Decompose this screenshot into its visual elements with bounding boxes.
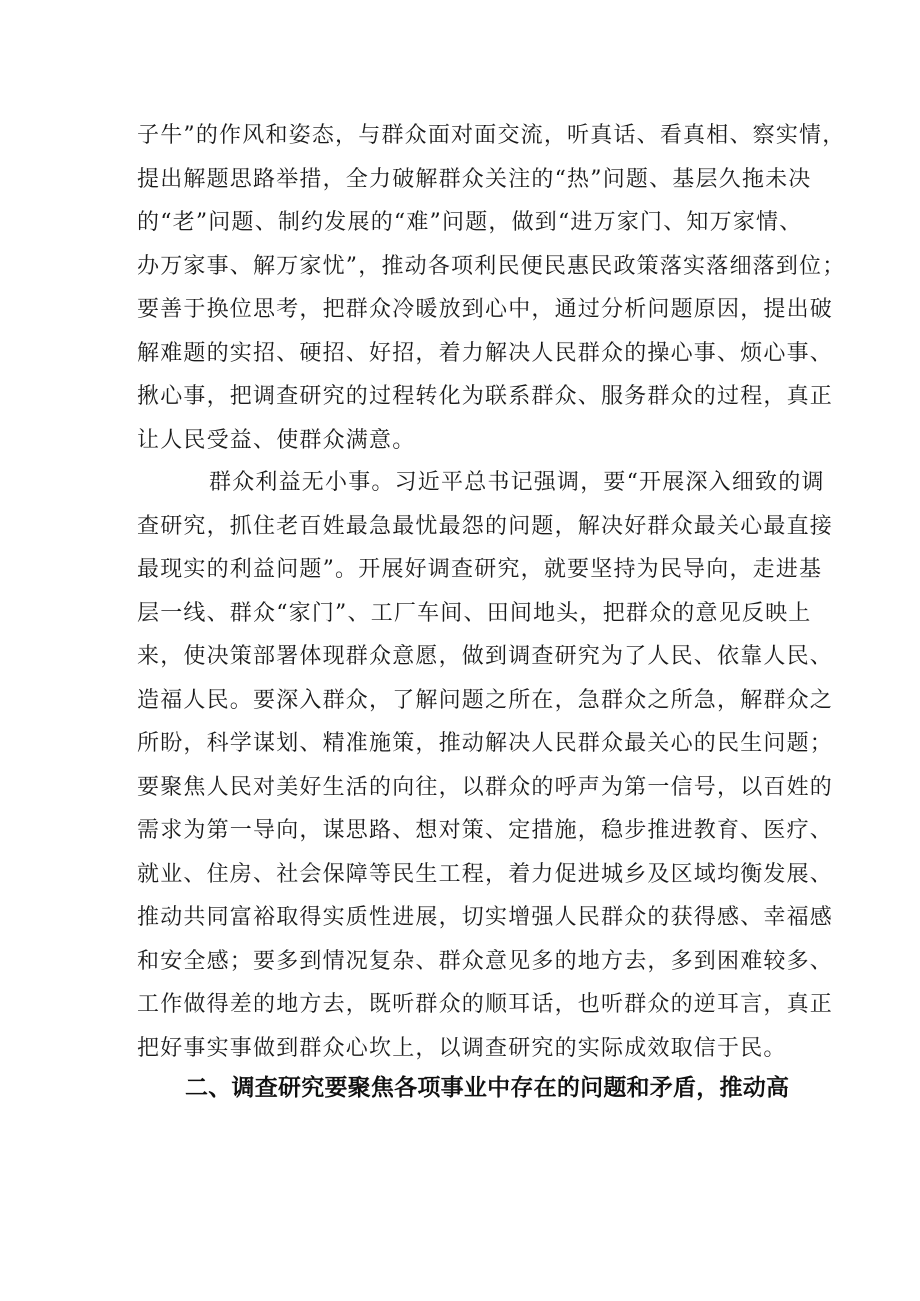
paragraph-line: 子牛”的作风和姿态，与群众面对面交流，听真话、看真相、察实情，	[137, 123, 846, 148]
section-heading: 二、调查研究要聚焦各项事业中存在的问题和矛盾，推动高	[185, 1075, 789, 1101]
paragraph-line: 需求为第一导向，谋思路、想对策、定措施，稳步推进教育、医疗、	[137, 818, 834, 843]
paragraph-line: 群众利益无小事。习近平总书记强调，要“开展深入细致的调	[209, 470, 825, 495]
paragraph-line: 就业、住房、社会保障等民生工程，着力促进城乡及区域均衡发展、	[137, 861, 834, 887]
paragraph-line: 把好事实事做到群众心坎上，以调查研究的实际成效取信于民。	[137, 1035, 787, 1061]
paragraph-line: 查研究，抓住老百姓最急最忧最怨的问题，解决好群众最关心最直接	[137, 513, 834, 539]
paragraph-line: 最现实的利益问题”。开展好调查研究，就要坚持为民导向，走进基	[137, 557, 823, 582]
paragraph-line: 解难题的实招、硬招、好招，着力解决人民群众的操心事、烦心事、	[137, 340, 834, 366]
paragraph-line: 层一线、群众“家门”、工厂车间、田间地头，把群众的意见反映上	[137, 600, 812, 626]
paragraph-line: 工作做得差的地方去，既听群众的顺耳话，也听群众的逆耳言，真正	[137, 992, 834, 1017]
paragraph-line: 和安全感；要多到情况复杂、群众意见多的地方去，多到困难较多、	[137, 948, 834, 974]
paragraph-line: 来，使决策部署体现群众意愿，做到调查研究为了人民、依靠人民、	[137, 644, 834, 669]
paragraph-line: 所盼，科学谋划、精准施策，推动解决人民群众最关心的民生问题；	[137, 731, 834, 756]
paragraph-line: 造福人民。要深入群众，了解问题之所在，急群众之所急，解群众之	[137, 687, 834, 713]
paragraph-line: 的“老”问题、制约发展的“难”问题，做到“进万家门、知万家情、	[137, 210, 803, 235]
paragraph-line: 提出解题思路举措，全力破解群众关注的“热”问题、基层久拖未决	[137, 166, 812, 192]
paragraph-line: 要聚焦人民对美好生活的向往，以群众的呼声为第一信号，以百姓的	[137, 774, 834, 800]
paragraph-line: 让人民受益、使群众满意。	[137, 427, 416, 453]
paragraph-line: 推动共同富裕取得实质性进展，切实增强人民群众的获得感、幸福感	[137, 905, 834, 930]
paragraph-line: 办万家事、解万家忧”，推动各项利民便民惠民政策落实落细落到位；	[137, 253, 846, 279]
paragraph-line: 揪心事，把调查研究的过程转化为联系群众、服务群众的过程，真正	[137, 384, 834, 409]
paragraph-line: 要善于换位思考，把群众冷暖放到心中，通过分析问题原因，提出破	[137, 297, 834, 322]
